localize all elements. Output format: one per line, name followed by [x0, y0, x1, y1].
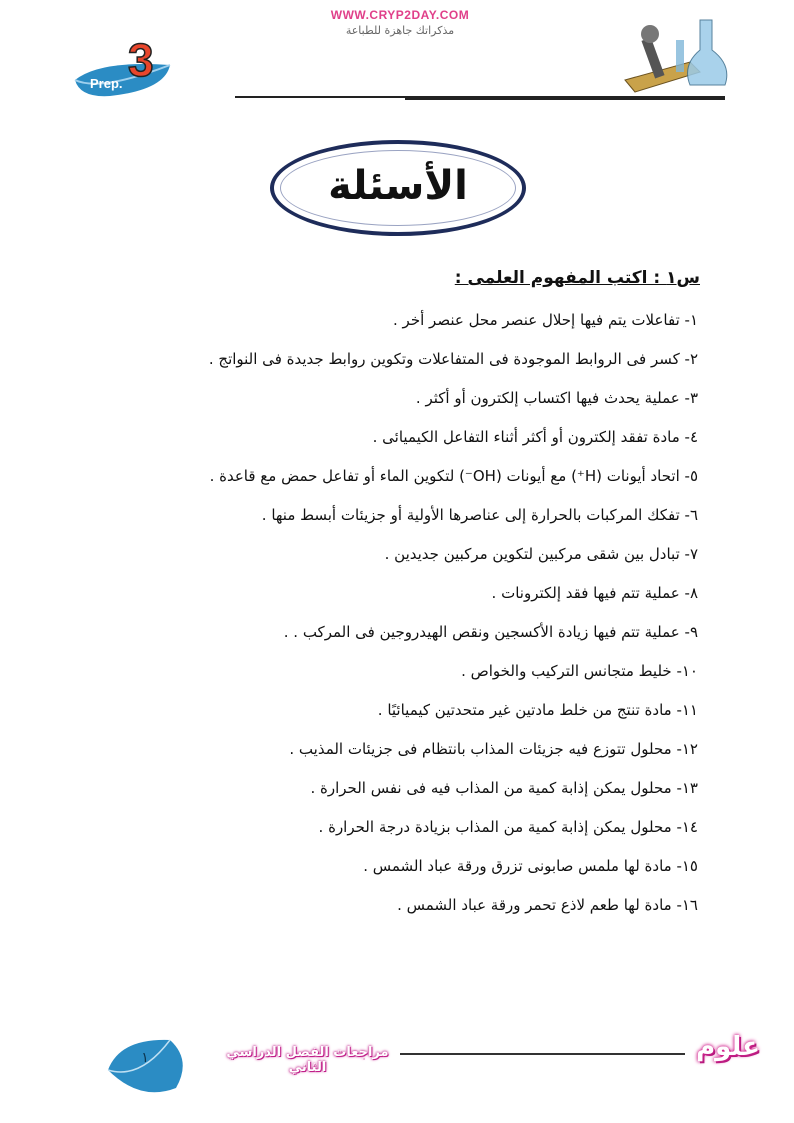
section-heading: س١ : اكتب المفهوم العلمى : [454, 268, 700, 288]
site-tagline: مذكراتك جاهزة للطباعة [345, 24, 455, 37]
question-item: ٨- عملية تتم فيها فقد إلكترونات . [491, 584, 698, 602]
page-title: الأسئلة [328, 163, 468, 209]
question-item: ٢- كسر فى الروابط الموجودة فى المتفاعلات وتكوين روابط جديدة فى النواتج . [208, 350, 698, 368]
question-item: ١١- مادة تنتج من خلط مادتين غير متحدتين كيميائيًا . [377, 701, 698, 719]
question-item: ٩- عملية تتم فيها زيادة الأكسجين ونقص الهيدروجين فى المركب . . [283, 623, 698, 641]
footer-subject: علوم [696, 1032, 760, 1062]
header-divider-thick [405, 96, 725, 100]
header-divider-thin [235, 96, 405, 98]
footer-divider [400, 1053, 685, 1055]
prep-label: Prep. [90, 76, 123, 91]
question-item: ١٦- مادة لها طعم لاذع تحمر ورقة عباد الشمس . [397, 896, 698, 914]
question-item: ١٣- محلول يمكن إذابة كمية من المذاب فيه فى نفس الحرارة . [310, 779, 698, 797]
question-item: ١- تفاعلات يتم فيها إحلال عنصر محل عنصر أخر . [393, 311, 698, 329]
question-item: ٣- عملية يحدث فيها اكتساب إلكترون أو أكثر . [415, 389, 698, 407]
question-item: ٥- اتحاد أيونات (H⁺) مع أيونات (OH⁻) لتكوين الماء أو تفاعل حمض مع قاعدة . [209, 467, 698, 485]
question-item: ٧- تبادل بين شقى مركبين لتكوين مركبين جديدين . [384, 545, 698, 563]
question-item: ٦- تفكك المركبات بالحرارة إلى عناصرها الأولية أو جزيئات أبسط منها . [261, 506, 698, 524]
footer-review-label: مراجعات الفصل الدراسي الثاني [226, 1045, 389, 1075]
lab-equipment-icon [620, 10, 740, 95]
prep-number: 3 [128, 34, 154, 86]
question-item: ١٠- خليط متجانس التركيب والخواص . [461, 662, 698, 680]
question-item: ٤- مادة تفقد إلكترون أو أكثر أثناء التفاعل الكيميائى . [372, 428, 698, 446]
question-item: ١٤- محلول يمكن إذابة كمية من المذاب بزيادة درجة الحرارة . [318, 818, 698, 836]
page-number: ١ [141, 1050, 149, 1066]
prep-badge-icon [70, 30, 180, 100]
question-item: ١٢- محلول تتوزع فيه جزيئات المذاب بانتظام فى جزيئات المذيب . [289, 740, 698, 758]
question-item: ١٥- مادة لها ملمس صابونى تزرق ورقة عباد الشمس . [363, 857, 698, 875]
question-list [138, 310, 698, 934]
site-url[interactable]: WWW.CRYP2DAY.COM [330, 8, 470, 22]
